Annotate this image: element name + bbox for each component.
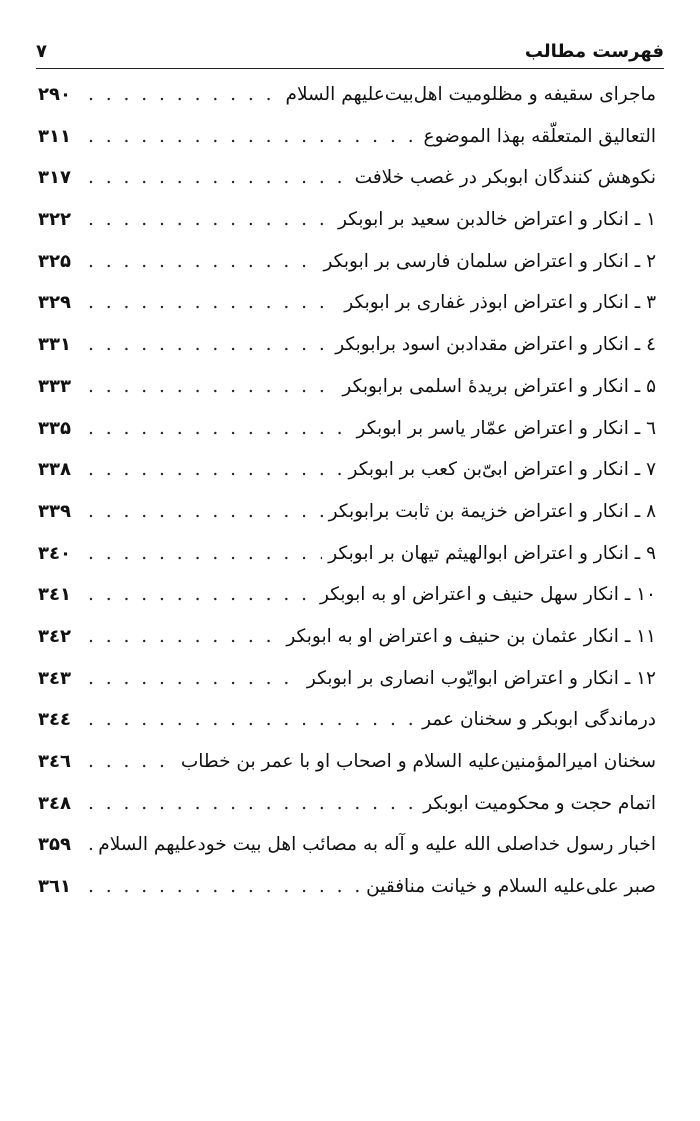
toc-entry-title: ٦ ـ انکار و اعتراض عمّار یاسر بر ابوبکر	[356, 417, 656, 439]
toc-entry[interactable]	[38, 539, 656, 581]
toc-entry[interactable]	[38, 205, 656, 247]
toc-entry-page: ۳٤۳	[38, 667, 71, 689]
toc-leader-dots	[88, 253, 317, 272]
toc-entry-title: ۹ ـ انکار و اعتراض ابوالهیثم تیهان بر ابوبکر	[328, 542, 656, 564]
toc-entry-title: ۷ ـ انکار و اعتراض ابیّ‌بن کعب بر ابوبکر	[348, 459, 656, 481]
toc-entry-title: التعالیق المتعلّقه بهذا الموضوع	[423, 125, 656, 147]
toc-leader-dots	[88, 294, 338, 313]
toc-leader-dots	[88, 753, 175, 772]
toc-leader-dots	[88, 378, 336, 397]
toc-entry[interactable]	[38, 872, 656, 914]
toc-entry-page: ۳۳۸	[38, 459, 71, 481]
page-title: فهرست مطالب	[524, 41, 664, 62]
toc-entry[interactable]	[38, 747, 656, 789]
toc-entry-page: ۳۳۹	[38, 500, 71, 522]
toc-entry[interactable]	[38, 247, 656, 289]
toc-entry-page: ۳۳۵	[38, 417, 71, 439]
toc-entry-title: ٤ ـ انکار و اعتراض مقدادبن اسود برابوبکر	[335, 334, 656, 356]
toc-entry-title: ۱ ـ انکار و اعتراض خالدبن سعید بر ابوبکر	[337, 209, 656, 231]
toc-entry[interactable]	[38, 622, 656, 664]
toc-entry[interactable]	[38, 330, 656, 372]
toc-entry[interactable]	[38, 414, 656, 456]
toc-entry-page: ۳٤۸	[38, 792, 71, 814]
table-of-contents	[38, 80, 656, 914]
toc-leader-dots	[88, 128, 418, 147]
toc-entry[interactable]	[38, 80, 656, 122]
toc-entry[interactable]	[38, 830, 656, 872]
toc-entry-page: ۳۱۱	[38, 125, 71, 147]
toc-entry-page: ۳٦۱	[38, 876, 71, 898]
toc-entry[interactable]	[38, 372, 656, 414]
toc-entry[interactable]	[38, 122, 656, 164]
toc-entry[interactable]	[38, 664, 656, 706]
toc-leader-dots	[88, 169, 349, 188]
toc-entry-title: نکوهش کنندگان ابوبکر در غصب خلافت	[354, 167, 656, 189]
toc-leader-dots	[88, 545, 322, 564]
page-number: ۷	[36, 41, 47, 62]
toc-entry-page: ۲۹۰	[38, 84, 71, 105]
toc-entry-title: ۱۰ ـ انکار سهل حنیف و اعتراض او به ابوبکر	[319, 584, 656, 606]
toc-entry-title: سخنان امیرالمؤمنین‌علیه السلام و اصحاب او با عمر بن خطاب	[180, 751, 656, 772]
toc-entry[interactable]	[38, 789, 656, 831]
toc-leader-dots	[88, 670, 301, 689]
toc-entry-title: ۱۲ ـ انکار و اعتراض ابوایّوب انصاری بر ابوبکر	[306, 667, 656, 689]
toc-entry[interactable]	[38, 288, 656, 330]
toc-entry-title: درماندگی ابوبکر و سخنان عمر	[422, 709, 656, 731]
toc-entry-title: ۳ ـ انکار و اعتراض ابوذر غفاری بر ابوبکر	[344, 292, 656, 314]
toc-entry-page: ۳٤٦	[38, 751, 71, 772]
toc-entry-page: ۳۲۹	[38, 292, 71, 314]
page-header	[36, 28, 664, 69]
toc-entry-page: ۳۳۳	[38, 375, 71, 397]
toc-leader-dots	[88, 420, 351, 439]
toc-entry-title: ۱۱ ـ انکار عثمان بن حنیف و اعتراض او به ابوبکر	[286, 625, 656, 647]
toc-leader-dots	[88, 586, 314, 605]
toc-leader-dots	[88, 836, 92, 855]
toc-leader-dots	[88, 211, 332, 230]
toc-entry-page: ۳۲۵	[38, 250, 71, 272]
toc-entry-page: ۳٤۱	[38, 584, 71, 606]
toc-leader-dots	[88, 878, 360, 897]
toc-entry[interactable]	[38, 497, 656, 539]
toc-leader-dots	[88, 628, 280, 647]
toc-leader-dots	[88, 503, 323, 522]
toc-leader-dots	[88, 86, 280, 105]
toc-leader-dots	[88, 795, 417, 814]
toc-entry[interactable]	[38, 455, 656, 497]
toc-entry-title: اخبار رسول خداصلی الله علیه و آله به مصائب اهل بیت خودعلیهم السلام	[98, 834, 656, 856]
toc-entry-title: ۸ ـ انکار و اعتراض خزیمة بن ثابت برابوبکر	[328, 500, 656, 522]
toc-entry-title: ماجرای سقیفه و مظلومیت اهل‌بیت‌علیهم السلام	[285, 84, 656, 105]
toc-entry[interactable]	[38, 580, 656, 622]
toc-entry[interactable]	[38, 705, 656, 747]
toc-entry-title: ۲ ـ انکار و اعتراض سلمان فارسی بر ابوبکر	[323, 250, 656, 272]
toc-leader-dots	[88, 711, 416, 730]
toc-entry-page: ۳۵۹	[38, 834, 71, 856]
toc-entry-page: ۳۳۱	[38, 334, 71, 356]
toc-leader-dots	[88, 461, 342, 480]
toc-entry-title: صبر علی‌علیه السلام و خیانت منافقین	[366, 876, 656, 898]
toc-leader-dots	[88, 336, 329, 355]
toc-entry-page: ۳٤٤	[38, 709, 71, 731]
toc-entry-page: ۳٤۲	[38, 625, 71, 647]
toc-entry-page: ۳۲۲	[38, 209, 71, 231]
toc-entry-page: ۳٤۰	[38, 542, 71, 564]
toc-entry-page: ۳۱۷	[38, 167, 71, 189]
toc-entry-title: اتمام حجت و محکومیت ابوبکر	[423, 792, 656, 814]
toc-entry-title: ۵ ـ انکار و اعتراض بریدهٔ اسلمی برابوبکر	[342, 375, 656, 397]
toc-entry[interactable]	[38, 163, 656, 205]
